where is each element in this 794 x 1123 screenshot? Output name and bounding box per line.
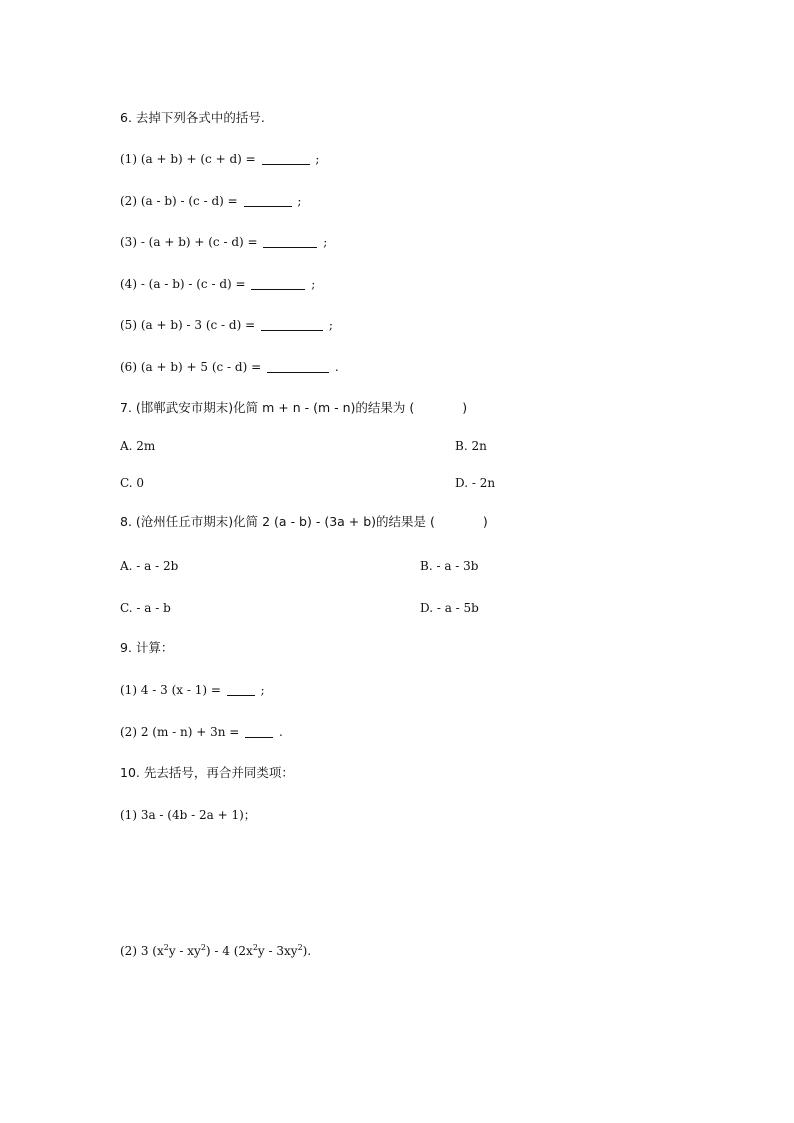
exponent: 2 bbox=[163, 943, 169, 952]
answer-blank[interactable] bbox=[251, 277, 305, 290]
q7-option-c[interactable]: C. 0 bbox=[120, 476, 145, 490]
exponent: 2 bbox=[252, 943, 258, 952]
q7-option-b[interactable]: B. 2n bbox=[455, 439, 487, 453]
question-7-close-paren: ) bbox=[462, 400, 468, 415]
q9-item-1 bbox=[120, 682, 265, 698]
q7-option-a[interactable]: A. 2m bbox=[120, 439, 156, 453]
q9-item-2-expr: (2) 2 (m - n) + 3n = bbox=[120, 725, 240, 739]
q6-item-1-end: ; bbox=[315, 152, 320, 166]
answer-blank[interactable] bbox=[245, 725, 273, 738]
q6-item-3 bbox=[120, 234, 327, 250]
q6-item-4 bbox=[120, 276, 315, 292]
q9-item-2-end: . bbox=[279, 725, 283, 739]
answer-blank[interactable] bbox=[261, 318, 323, 331]
question-8-title bbox=[120, 514, 488, 530]
q9-item-2 bbox=[120, 724, 283, 740]
question-7-text: 7. (邯郸武安市期末)化简 m + n - (m - n)的结果为 ( bbox=[120, 400, 415, 415]
q10-item-2-part: y - 3xy bbox=[257, 944, 298, 958]
q6-item-2-expr: (2) (a - b) - (c - d) = bbox=[120, 194, 238, 208]
exponent: 2 bbox=[200, 943, 206, 952]
question-7-title bbox=[120, 400, 467, 416]
q6-item-3-end: ; bbox=[323, 235, 328, 249]
q7-option-d[interactable]: D. - 2n bbox=[455, 476, 496, 490]
q8-option-b[interactable]: B. - a - 3b bbox=[420, 559, 479, 573]
q8-option-a[interactable]: A. - a - 2b bbox=[120, 559, 179, 573]
answer-blank[interactable] bbox=[244, 194, 292, 207]
q6-item-3-expr: (3) - (a + b) + (c - d) = bbox=[120, 235, 258, 249]
q10-item-2-part: ) - 4 (2x bbox=[205, 944, 253, 958]
q10-item-2-part: ). bbox=[302, 944, 312, 958]
q9-item-1-expr: (1) 4 - 3 (x - 1) = bbox=[120, 683, 221, 697]
question-8-text: 8. (沧州任丘市期末)化简 2 (a - b) - (3a + b)的结果是 ( bbox=[120, 514, 435, 529]
answer-blank[interactable] bbox=[267, 360, 329, 373]
q6-item-2 bbox=[120, 193, 301, 209]
q6-item-5-expr: (5) (a + b) - 3 (c - d) = bbox=[120, 318, 256, 332]
q8-option-d[interactable]: D. - a - 5b bbox=[420, 601, 479, 615]
answer-blank[interactable] bbox=[262, 152, 310, 165]
q6-item-6-expr: (6) (a + b) + 5 (c - d) = bbox=[120, 360, 262, 374]
q10-item-2-part: y - xy bbox=[168, 944, 201, 958]
q6-item-1 bbox=[120, 151, 319, 167]
q10-item-1: (1) 3a - (4b - 2a + 1)； bbox=[120, 808, 256, 822]
answer-blank[interactable] bbox=[227, 683, 255, 696]
q6-item-1-expr: (1) (a + b) + (c + d) = bbox=[120, 152, 256, 166]
exponent: 2 bbox=[297, 943, 303, 952]
q6-item-4-end: ; bbox=[311, 277, 316, 291]
question-9-title: 9. 计算： bbox=[120, 640, 174, 655]
question-8-close-paren: ) bbox=[482, 514, 488, 529]
q6-item-6 bbox=[120, 359, 339, 375]
question-10-title: 10. 先去括号，再合并同类项： bbox=[120, 765, 294, 780]
q8-option-c[interactable]: C. - a - b bbox=[120, 601, 171, 615]
q6-item-4-expr: (4) - (a - b) - (c - d) = bbox=[120, 277, 246, 291]
q10-item-2 bbox=[120, 943, 311, 959]
q6-item-5-end: ; bbox=[328, 318, 333, 332]
q10-item-2-part: (2) 3 (x bbox=[120, 944, 164, 958]
answer-blank[interactable] bbox=[263, 235, 317, 248]
q6-item-5 bbox=[120, 317, 333, 333]
q6-item-6-end: . bbox=[334, 360, 339, 374]
q9-item-1-end: ; bbox=[260, 683, 265, 697]
q6-item-2-end: ; bbox=[297, 194, 302, 208]
question-6-title: 6. 去掉下列各式中的括号. bbox=[120, 110, 265, 125]
